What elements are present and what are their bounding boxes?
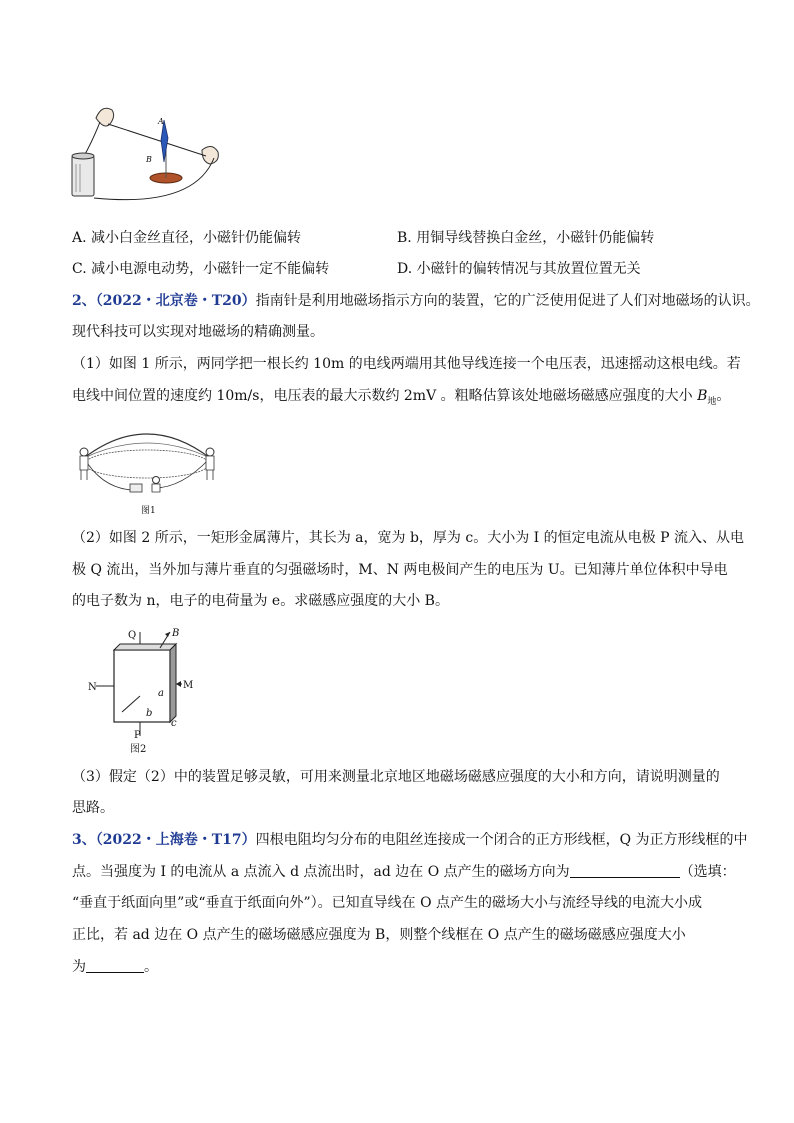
q2-stem1: 指南针是利用地磁场指示方向的装置，它的广泛使用促进了人们对地磁场的认识。 (255, 293, 760, 309)
q2-part2-line3: 的电子数为 n，电子的电荷量为 e。求磁感应强度的大小 B。 (72, 593, 449, 609)
fig2-label-b-field: B (172, 628, 180, 639)
q3-text1: 四根电阻均匀分布的电阻丝连接成一个闭合的正方形线框，Q 为正方形线框的中 (255, 832, 748, 848)
q2-part1-sub: 地 (707, 396, 717, 407)
q2-part1-text: 电线中间位置的速度约 10m/s，电压表的最大示数约 2mV 。粗略估算该处地磁场磁感应强度的大小 (72, 388, 698, 404)
fig2-label-p: P (134, 730, 141, 741)
person-crouching-icon (152, 484, 160, 492)
q2-number: 2、 (72, 293, 96, 309)
q3-text5b: 。 (144, 959, 158, 975)
q2-part1-line2 (72, 386, 730, 412)
q3-answer-blank-1[interactable] (570, 863, 680, 878)
voltmeter-icon (130, 484, 142, 492)
experiment-figure-top (66, 98, 236, 208)
q2-part1-line1: （1）如图 1 所示，两同学把一根长约 10m 的电线两端用其他导线连接一个电压表，迅速摇动这根电线。若 (72, 356, 741, 372)
figure-2-metal-slab (86, 626, 196, 758)
figure-1-caption: 图1 (141, 506, 156, 516)
q2-part2-line2: 极 Q 流出，当外加与薄片垂直的匀强磁场时，M、N 两电极间产生的电压为 U。已知薄片单位体积中导电 (72, 562, 728, 578)
q2-part1-symbol: B (697, 388, 708, 404)
person-right-icon (206, 456, 214, 480)
label-b: B (146, 155, 152, 164)
q2-part3-line1: （3）假定（2）中的装置足够灵敏，可用来测量北京地区地磁场磁感应强度的大小和方向，请说明测量的 (72, 769, 720, 785)
q3-text2b: （选填： (679, 864, 736, 880)
q3-number: 3、 (72, 832, 96, 848)
label-a: A (158, 117, 164, 126)
left-hand-icon (96, 108, 114, 126)
fig2-label-c: c (171, 718, 177, 729)
magnetic-needle-icon (161, 120, 168, 162)
option-a: A. 减小白金丝直径，小磁针仍能偏转 (72, 230, 302, 246)
q3-text5a: 为 (72, 959, 86, 975)
option-b: B. 用铜导线替换白金丝，小磁针仍能偏转 (397, 230, 655, 246)
q2-part1-end: 。 (716, 388, 731, 404)
q3-line4: 正比，若 ad 边在 O 点产生的磁场磁感应强度为 B，则整个线框在 O 点产生的磁场磁感应强度大小 (72, 927, 686, 943)
fig2-label-q: Q (128, 630, 137, 641)
q2-stem-line1 (72, 291, 760, 311)
q3-line3: “垂直于纸面向里”或“垂直于纸面向外”）。已知直导线在 O 点产生的磁场大小与流经导线的电流大小成 (72, 895, 703, 911)
figure-2-caption: 图2 (130, 744, 147, 755)
person-left-icon (80, 456, 88, 480)
fig2-label-n: N (88, 682, 97, 693)
figure-1-swinging-wire (72, 418, 222, 518)
battery-icon (72, 156, 94, 196)
q3-line5 (72, 957, 158, 977)
fig2-label-m: M (183, 680, 194, 691)
q2-source: （2022・北京卷・T20） (95, 293, 256, 309)
q3-text2a: 点。当强度为 I 的电流从 a 点流入 d 点流出时，ad 边在 O 点产生的磁场方向为 (72, 864, 570, 880)
q2-part2-line1: （2）如图 2 所示，一矩形金属薄片，其长为 a，宽为 b，厚为 c。大小为 I 的恒定电流从电极 P 流入、从电 (72, 530, 744, 546)
option-c: C. 减小电源电动势，小磁针一定不能偏转 (72, 261, 330, 277)
q3-answer-blank-2[interactable] (86, 958, 144, 973)
q2-stem-line2: 现代科技可以实现对地磁场的精确测量。 (72, 324, 324, 340)
q3-line2 (72, 862, 736, 882)
q2-part3-line2: 思路。 (72, 800, 114, 816)
option-d: D. 小磁针的偏转情况与其放置位置无关 (397, 261, 641, 277)
fig2-label-a: a (158, 688, 164, 699)
q3-line1 (72, 830, 748, 850)
q3-source: （2022・上海卷・T17） (95, 832, 256, 848)
fig2-label-b: b (146, 708, 153, 719)
